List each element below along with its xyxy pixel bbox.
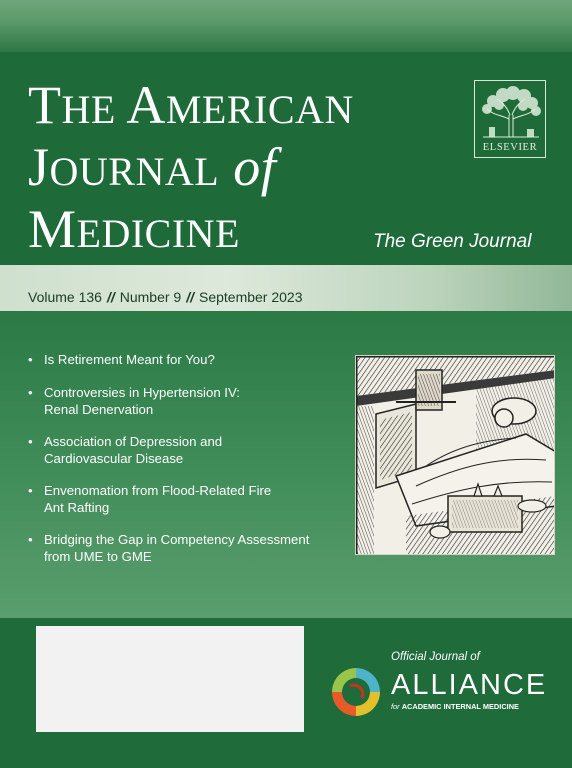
article-item: • Envenomation from Flood-Related Fire Ant Rafting <box>28 483 271 516</box>
volume: Volume 136 <box>28 289 102 305</box>
barcode-placeholder <box>36 626 304 732</box>
article-item: • Association of Depression and Cardiovascular Disease <box>28 434 222 467</box>
issue-info: Volume 136 // Number 9 // September 2023 <box>28 289 303 305</box>
article-item: • Controversies in Hypertension IV: Renal Denervation <box>28 385 240 418</box>
cover-woodcut-illustration <box>355 355 555 555</box>
issue-number: Number 9 <box>119 289 182 305</box>
journal-title-line-2: JOURNAL of <box>28 137 277 197</box>
journal-title-line-1: THE AMERICAN <box>28 75 354 135</box>
journal-title-line-3: MEDICINE <box>28 199 240 259</box>
top-gradient-band <box>0 0 572 52</box>
alliance-ring-icon <box>328 664 384 720</box>
article-item: • Bridging the Gap in Competency Assessment from UME to GME <box>28 532 309 565</box>
elsevier-logo <box>474 80 546 158</box>
official-journal-label: Official Journal of <box>391 651 480 663</box>
elsevier-tree-icon <box>479 85 543 139</box>
alliance-subtitle: for ACADEMIC INTERNAL MEDICINE <box>391 702 519 711</box>
elsevier-wordmark: ELSEVIER <box>482 142 538 153</box>
journal-tagline: The Green Journal <box>373 231 532 252</box>
article-item: • Is Retirement Meant for You? <box>28 352 215 369</box>
alliance-wordmark: ALLIANCE <box>391 669 548 701</box>
issue-date: September 2023 <box>198 289 303 305</box>
